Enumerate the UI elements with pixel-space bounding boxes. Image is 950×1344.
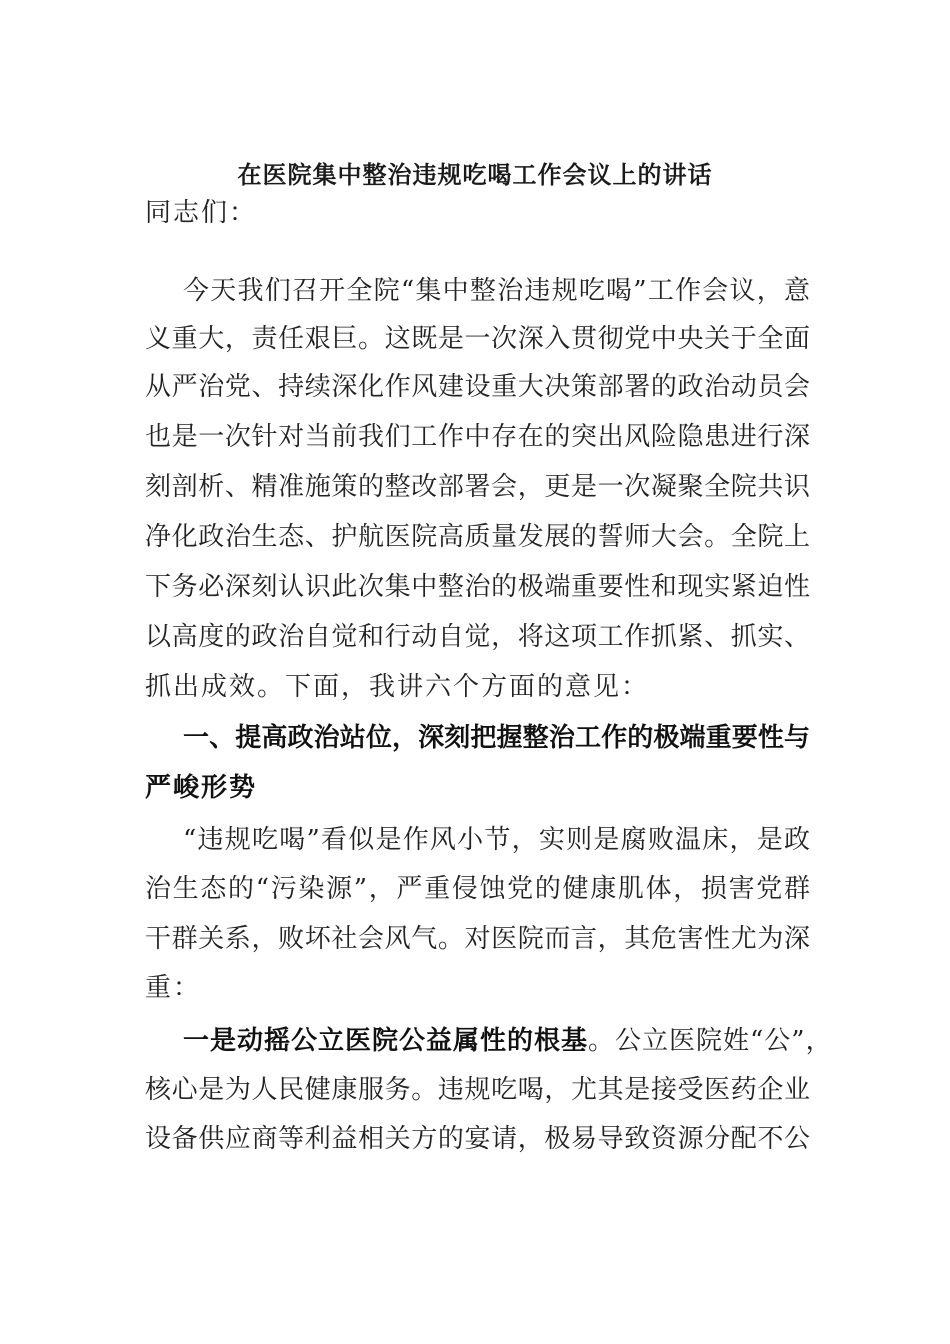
section1-para-line-4: 重：: [145, 973, 202, 1003]
section1-heading-line-2: 严峻形势: [145, 773, 258, 803]
point1-line-3: 设备供应商等利益相关方的宴请，极易导致资源分配不公: [145, 1124, 810, 1154]
point1-bold-lead: 一是动摇公立医院公益属性的根基: [183, 1026, 589, 1056]
intro-line-3: 从严治党、持续深化作风建设重大决策部署的政治动员会: [145, 372, 810, 402]
point1-first-line: [145, 1016, 833, 1066]
intro-line-7: 下务必深刻认识此次集中整治的极端重要性和现实紧迫性: [145, 572, 810, 602]
intro-line-5: 刻剖析、精准施策的整改部署会，更是一次凝聚全院共识: [145, 472, 810, 502]
intro-line-6: 净化政治生态、护航医院高质量发展的誓师大会。全院上: [145, 522, 810, 552]
intro-line-8: 以高度的政治自觉和行动自觉，将这项工作抓紧、抓实、: [145, 622, 810, 652]
intro-line-2: 义重大，责任艰巨。这既是一次深入贯彻党中央关于全面: [145, 324, 810, 354]
section1-para-line-2: 治生态的“污染源”，严重侵蚀党的健康肌体，损害党群: [145, 874, 810, 904]
intro-line-1: 今天我们召开全院“集中整治违规吃喝”工作会议，意: [183, 276, 810, 306]
point1-line-2: 核心是为人民健康服务。违规吃喝，尤其是接受医药企业: [145, 1075, 810, 1105]
salutation: 同志们：: [145, 198, 258, 228]
intro-line-9: 抓出成效。下面，我讲六个方面的意见：: [145, 672, 650, 702]
section1-para-line-3: 干群关系，败坏社会风气。对医院而言，其危害性尤为深: [145, 924, 810, 954]
point1-rest: 。公立医院姓“公”，: [588, 1026, 833, 1056]
section1-heading-line-1: 一、提高政治站位，深刻把握整治工作的极端重要性与: [183, 723, 810, 753]
section1-para-line-1: “违规吃喝”看似是作风小节，实则是腐败温床，是政: [183, 825, 810, 855]
intro-line-4: 也是一次针对当前我们工作中存在的突出风险隐患进行深: [145, 422, 810, 452]
document-title: 在医院集中整治违规吃喝工作会议上的讲话: [237, 161, 713, 189]
